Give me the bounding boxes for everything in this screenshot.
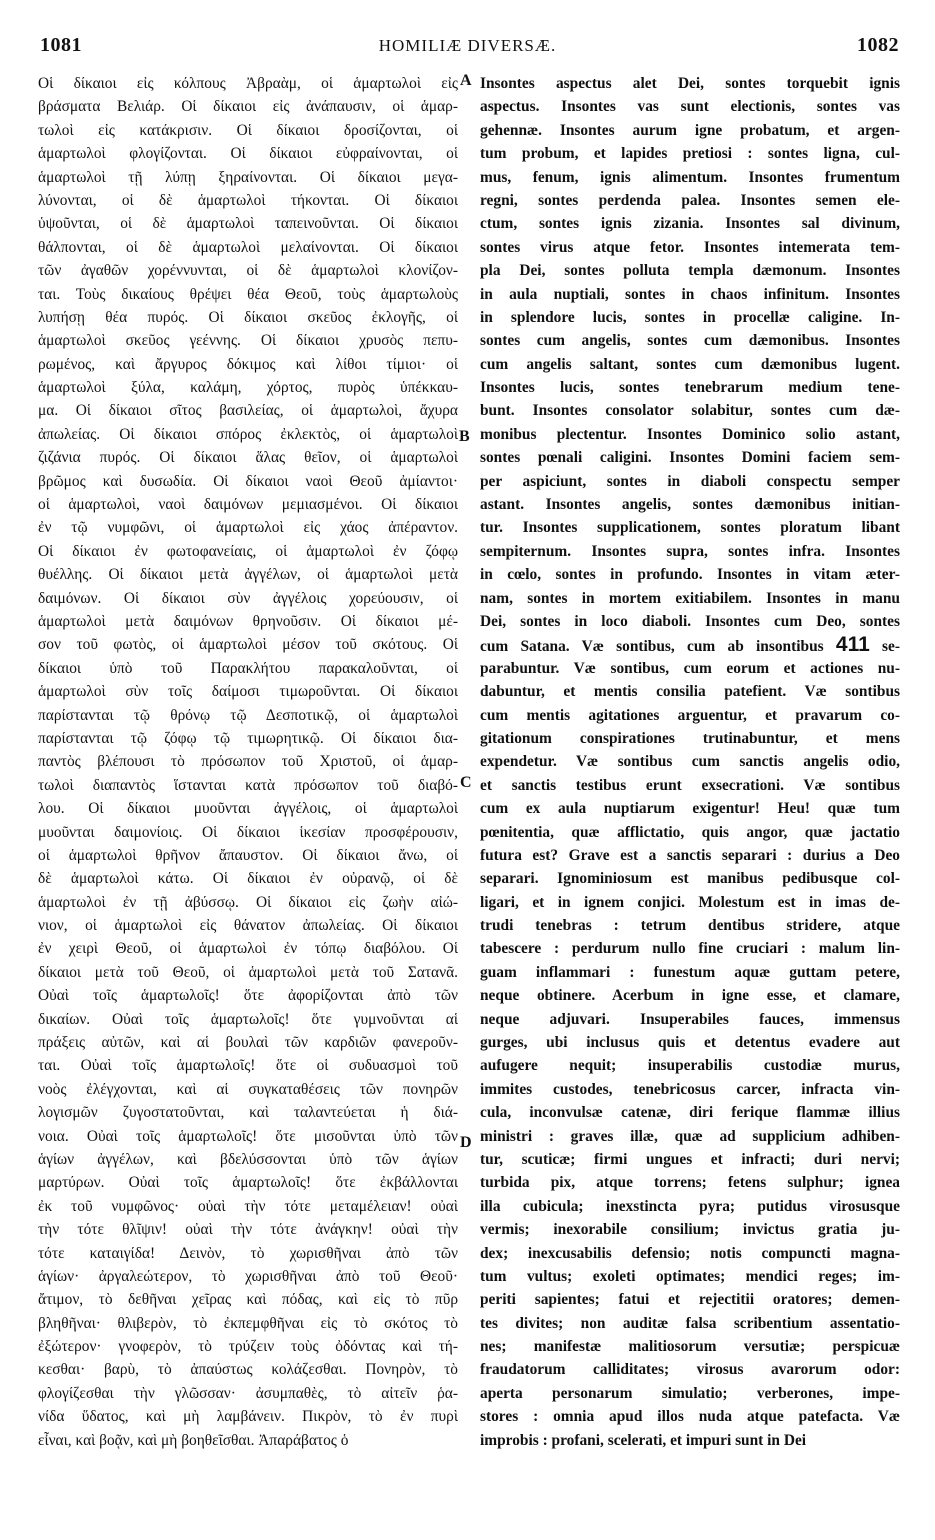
greek-text-line: σον τοῦ φωτὸς, οἱ ἁμαρτωλοὶ μέσον τοῦ σκότους. Οἱ [38,636,458,654]
latin-text-line: Insontes aspectus alet Dei, sontes torquebit ignis [480,75,900,92]
latin-text-line: trudi tenebras : tetrum dentibus stridere, atque [480,917,900,935]
greek-text-line: δίκαιοι μετὰ τοῦ Θεοῦ, οἱ ἁμαρτωλοὶ μετὰ τοῦ Σατανᾶ. [38,963,458,981]
latin-text-line: periti sapientes; fatui et rejectitii oratores; demen- [480,1291,900,1309]
greek-text-line: φλογίζεσθαι τὴν γλῶσσαν· ἀσυμπαθὲς, τὸ αἰτεῖν ῥα- [38,1384,458,1402]
latin-text-line: tum probum, et lapides pretiosi : sontes ligna, cul- [480,145,900,163]
greek-text-line: ἁμαρτωλοὶ τῇ λύπῃ ξηραίνονται. Οἱ δίκαιοι μεγα- [38,168,458,186]
latin-text-line: tur, scuticæ; firmi ungues et infracti; duri nervi; [480,1150,900,1168]
greek-text-line: Οἱ δίκαιοι εἰς κόλπους Ἀβραὰμ, οἱ ἁμαρτωλοὶ εἰς [38,75,458,92]
greek-text-line: μυοῦνται δαιμονίοις. Οἱ δίκαιοι ἱκεσίαν προσφέρουσιν, [38,823,458,841]
latin-text-line: immites custodes, tenebricosus carcer, infracta vin- [480,1080,900,1098]
running-title: HOMILIÆ DIVERSÆ. [378,36,557,55]
greek-text-line: εἶναι, καὶ βοᾷν, καὶ μὴ βοηθεῖσθαι. Ἀπαράβατος ὁ [38,1431,349,1449]
greek-text-line: δίκαιοι ὑπὸ τοῦ Παρακλήτου παρακαλοῦνται, οἱ [38,659,458,677]
latin-text-line: aufugere nequit; insuperabilis custodiæ murus, [480,1057,900,1075]
greek-text-line: ἁμαρτωλοὶ φλογίζονται. Οἱ δίκαιοι εὐφραίνονται, οἱ [38,145,458,163]
latin-text-line: aperta personarum simulatio; verberones, impe- [480,1384,900,1402]
latin-column [480,72,900,1452]
latin-text-line: nam, sontes in mortem exitiabilem. Insontes in manu [480,589,900,607]
latin-text-line: per aspiciunt, sontes in diaboli conspectu semper [480,472,900,490]
latin-text-line: parabuntur. Væ sontibus, cum eorum et actiones nu- [480,659,900,677]
greek-text-line: παρίστανται τῷ ζόφῳ τῷ τιμωρητικῷ. Οἱ δίκαιοι δια- [38,729,458,747]
greek-text-line: θάλπονται, οἱ δὲ ἁμαρτωλοὶ μελαίνονται. Οἱ δίκαιοι [38,238,458,256]
page-number-left: 1081 [40,34,82,56]
latin-text-line: cum angelis saltant, sontes cum dæmonibus lugent. [480,355,900,373]
greek-text-line: ρωμένος, καὶ ἄργυρος δόκιμος καὶ λίθοι τίμιοι· οἱ [38,355,458,373]
greek-text-line: βράσματα Βελιάρ. Οἱ δίκαιοι εἰς ἀνάπαυσιν, οἱ ἁμαρ- [38,98,458,116]
greek-text-line: βρῶμος καὶ δυσωδία. Οἱ δίκαιοι ναοὶ Θεοῦ ἀμίαντοι· [38,472,458,490]
latin-text-line: vermis; inexorabile consilium; invictus gratia ju- [480,1221,900,1239]
latin-text-line: dex; inexcusabilis defensio; notis compuncti magna- [480,1244,900,1262]
latin-text-line: turbida pix, atque torrens; fetens sulphur; ignea [480,1174,900,1192]
latin-text-line: neque adjuvari. Insuperabiles fauces, immensus [480,1010,900,1028]
greek-text-line: μα. Οἱ δίκαιοι σῖτος βασιλείας, οἱ ἁμαρτωλοὶ, ἄχυρα [38,402,458,420]
greek-text-line: τότε καταιγίδα! Δεινὸν, τὸ χωρισθῆναι ἀπὸ τῶν [38,1244,458,1262]
greek-text-line: οἱ ἁμαρτωλοὶ, ναοὶ δαιμόνων μεμιασμένοι. Οἱ δίκαιοι [38,496,458,514]
greek-text-line: ζιζάνια πυρός. Οἱ δίκαιοι ἅλας θεῖον, οἱ ἁμαρτωλοὶ [38,449,458,467]
latin-text-line: tabescere : perdurum nullo fine cruciari : malum lin- [480,940,900,958]
latin-text-line: in aula nuptiali, sontes in chaos infinitum. Insontes [480,285,900,303]
greek-text-line: Οὐαὶ τοῖς ἁμαρτωλοῖς! ὅτε ἀφορίζονται ἀπὸ τῶν [38,987,458,1005]
greek-text-line: νιον, οἱ ἁμαρτωλοὶ εἰς θάνατον ἀπωλείας. Οἱ δίκαιοι [38,917,458,935]
greek-text-line: δὲ ἁμαρτωλοὶ κάτω. Οἱ δίκαιοι ἐν οὐρανῷ, οἱ δὲ [38,870,458,888]
greek-text-line: δαιμόνων. Οἱ δίκαιοι σὺν ἀγγέλοις χορεύουσιν, οἱ [38,589,458,607]
latin-text-line: neque obtinere. Acerbum in igne esse, et clamare, [480,987,900,1005]
greek-text-line: οἱ ἁμαρτωλοὶ θρῆνον ἄπαυστον. Οἱ δίκαιοι ἄνω, οἱ [38,846,458,864]
greek-text-line: βληθῆναι· θλιβερὸν, τὸ ἐκπεμφθῆναι εἰς τὸ σκότος τὸ [38,1314,458,1332]
latin-text-line: in splendore lucis, sontes in procellæ caligine. In- [480,308,900,326]
latin-text-line: cum Satana. Væ sontibus, cum ab insontibus 411 se- [480,633,900,657]
latin-text-line: improbis : profani, scelerati, et impuri sunt in Dei [480,1431,807,1449]
greek-text-line: ἁμαρτωλοὶ σὺν τοῖς δαίμοσι τιμωροῦνται. Οἱ δίκαιοι [38,683,458,701]
latin-text-line: ligari, et in ignem conjici. Molestum est in imas de- [480,893,900,911]
greek-text-line: ται. Τοὺς δικαίους θρέψει θέα Θεοῦ, τοὺς ἁμαρτωλοὺς [38,285,458,303]
greek-text-line: ἁμαρτωλοὶ σκεῦος γεέννης. Οἱ δίκαιοι χρυσὸς πεπυ- [38,332,458,350]
latin-text-line: tum vultus; exoleti optimates; mendici reges; im- [480,1267,900,1285]
latin-text-line: guam inflammari : funestum aquæ guttam petere, [480,963,900,981]
greek-text-line: τωλοὶ διαπαντὸς ἵστανται κατὰ πρόσωπον τοῦ διαβό- [38,776,458,794]
greek-text-line: ἁμαρτωλοὶ ἐν τῇ ἀβύσσῳ. Οἱ δίκαιοι εἰς ζωὴν αἰώ- [38,893,458,911]
latin-text-line: gitationum conspirationes trutinabuntur, et mens [480,729,900,747]
latin-text-line: sempiternum. Insontes supra, sontes infra. Insontes [480,542,900,560]
margin-mark-a: A [460,72,472,89]
latin-text-line: aspectus. Insontes vas sunt electionis, sontes vas [480,98,900,116]
greek-text-line: λου. Οἱ δίκαιοι μυοῦνται ἀγγέλοις, οἱ ἁμαρτωλοὶ [38,800,458,818]
latin-text-line: gehennæ. Insontes aurum igne probatum, et argen- [480,121,900,139]
latin-text-line: expendetur. Væ sontibus cum sanctis angelis odio, [480,753,900,771]
latin-text-line: Insontes lucis, sontes tenebrarum medium tene- [480,379,900,397]
latin-text-line: fraudatorum calliditates; virosus avarorum odor: [480,1361,900,1379]
greek-text-line: λυπήσῃ θέα πυρός. Οἱ δίκαιοι σκεῦος ἐκλογῆς, οἱ [38,308,458,326]
latin-text-line: ministri : graves illæ, quæ ad supplicium adhiben- [480,1127,900,1145]
greek-text-line: ἐξώτερον· γνοφερὸν, τὸ τρύζειν τοὺς ὀδόντας καὶ τή- [38,1338,458,1356]
latin-text-line: separari. Ignominiosum est manibus pedibusque col- [480,870,900,888]
greek-text-line: ἐν τῷ νυμφῶνι, οἱ ἁμαρτωλοὶ εἰς χάος ἀπέραντον. [38,519,458,537]
greek-text-line: παντὸς βλέπουσι τὸ πρόσωπον τοῦ Χριστοῦ, οἱ ἁμαρ- [38,753,458,771]
latin-text-line: dabuntur, et mentis consilia patefient. Væ sontibus [480,683,900,701]
latin-text-line: sontes pœnali caligini. Insontes Domini faciem sem- [480,449,900,467]
latin-text-line: nes; manifestæ malitiosorum versutiæ; perspicuæ [480,1338,900,1356]
latin-text-line: bunt. Insontes consolator solabitur, sontes cum dæ- [480,402,900,420]
greek-text-line: ται. Οὐαὶ τοῖς ἁμαρτωλοῖς! ὅτε οἱ συδυασμοὶ τοῦ [38,1057,458,1075]
latin-text-line: regni, sontes perdenda palea. Insontes semen ele- [480,191,900,209]
greek-text-line: τωλοὶ εἰς κατάκρισιν. Οἱ δίκαιοι δροσίζονται, οἱ [38,121,458,139]
latin-text-line: astant. Insontes angelis, sontes dæmonibus initian- [480,496,900,514]
latin-text-line: gurges, ubi inclusus quis et detentus evadere aut [480,1034,900,1052]
margin-mark-d: D [460,1134,472,1151]
greek-text-line: ἄτιμον, τὸ δεθῆναι χεῖρας καὶ πόδας, καὶ εἰς τὸ πῦρ [38,1291,458,1309]
latin-text-line: futura est? Grave est a sanctis separari : durius a Deo [480,846,900,864]
greek-text-line: κεσθαι· βαρὺ, τὸ ἀπαύστως κολάζεσθαι. Πονηρὸν, τὸ [38,1361,458,1379]
latin-text-line: tes divites; non auditæ falsa scribentium assentatio- [480,1314,900,1332]
latin-text-line: sontes virus atque fetor. Insontes intemerata tem- [480,238,900,256]
page-reference: 411 [835,633,870,657]
latin-text-line: cula, inconvulsæ catenæ, diri ferique flammæ illius [480,1104,900,1122]
latin-text-line: cum ex aula nuptiarum exigentur! Heu! quæ tum [480,800,900,818]
greek-column [38,72,458,1452]
latin-text-line: Dei, sontes in loco diaboli. Insontes cum Deo, sontes [480,612,900,630]
greek-text-line: ἁγίων· ἀργαλεώτερον, τὸ χωρισθῆναι ἀπὸ τοῦ Θεοῦ· [38,1267,458,1285]
greek-text-line: ἀπωλείας. Οἱ δίκαιοι σπόρος ἐκλεκτὸς, οἱ ἁμαρτωλοὶ [38,425,458,443]
latin-text-line: ctum, sontes ignis zizania. Insontes sal divinum, [480,215,900,233]
greek-text-line: ὑψοῦνται, οἱ δὲ ἁμαρτωλοὶ ταπεινοῦνται. Οἱ δίκαιοι [38,215,458,233]
latin-text-line: monibus plectentur. Insontes Dominico solio astant, [480,425,900,443]
greek-text-line: νίδα ὕδατος, καὶ μὴ λαμβάνειν. Πικρὸν, τὸ ἐν πυρὶ [38,1408,458,1426]
latin-text-line: in cœlo, sontes in profundo. Insontes in vitam æter- [480,566,900,584]
latin-text-line: mus, fenum, ignis alimentum. Insontes frumentum [480,168,900,186]
latin-text-line: et sanctis testibus erunt exsecrationi. Væ sontibus [480,776,900,794]
greek-text-line: νοια. Οὐαὶ τοῖς ἁμαρτωλοῖς! ὅτε μισοῦνται ὑπὸ τῶν [38,1127,458,1145]
latin-text-line: pla Dei, sontes polluta templa dæmonum. Insontes [480,262,900,280]
greek-text-line: ἐκ τοῦ νυμφῶνος· οὐαὶ τὴν τότε μεταμέλειαν! οὐαὶ [38,1197,458,1215]
greek-text-line: νοὸς ἐλέγχονται, καὶ αἱ συγκαταθέσεις τῶν πονηρῶν [38,1080,458,1098]
greek-text-line: ἐν χειρὶ Θεοῦ, οἱ ἁμαρτωλοὶ ἐν τόπῳ διαβόλου. Οἱ [38,940,458,958]
greek-text-line: λογισμῶν ζυγοστατοῦνται, καὶ ταλαντεύεται ἡ διά- [38,1104,458,1122]
margin-mark-c: C [460,774,472,791]
margin-mark-b: B [459,428,470,445]
latin-text-line: illa cubicula; inexstincta pyra; putidus virosusque [480,1197,900,1215]
greek-text-line: τῶν ἀγαθῶν χορέννυνται, οἱ δὲ ἁμαρτωλοὶ κλονίζον- [38,262,458,280]
greek-text-line: τὴν τότε θλῖψιν! οὐαὶ τὴν τότε ἀνάγκην! οὐαὶ τὴν [38,1221,458,1239]
greek-text-line: λύνονται, οἱ δὲ ἁμαρτωλοὶ τήκονται. Οἱ δίκαιοι [38,191,458,209]
greek-text-line: δικαίων. Οὐαὶ τοῖς ἁμαρτωλοῖς! ὅτε γυμνοῦνται αἱ [38,1010,458,1028]
greek-text-line: μαρτύρων. Οὐαὶ τοῖς ἁμαρτωλοῖς! ὅτε ἐκβάλλονται [38,1174,458,1192]
greek-text-line: Οἱ δίκαιοι ἐν φωτοφανείαις, οἱ ἁμαρτωλοὶ ἐν ζόφῳ [38,542,458,560]
greek-text-line: ἁγίων ἀγγέλων, καὶ βδελύσσονται ὑπὸ τῶν ἁγίων [38,1150,458,1168]
greek-text-line: πράξεις αὐτῶν, καὶ αἱ βουλαὶ τῶν καρδιῶν φανεροῦν- [38,1034,458,1052]
latin-text-line: tur. Insontes supplicationem, sontes ploratum libant [480,519,900,537]
greek-text-line: ἁμαρτωλοὶ ξύλα, καλάμη, χόρτος, πυρὸς ὑπέκκαυ- [38,379,458,397]
greek-text-line: παρίστανται τῷ θρόνῳ τῷ Δεσποτικῷ, οἱ ἁμαρτωλοὶ [38,706,458,724]
greek-text-line: θυέλλης. Οἱ δίκαιοι μετὰ ἀγγέλων, οἱ ἁμαρτωλοὶ μετὰ [38,566,458,584]
page-number-right: 1082 [857,34,899,56]
latin-text-line: pœnitentia, quæ afflictatio, quis angor, quæ jactatio [480,823,900,841]
latin-text-line: sontes cum angelis, sontes cum dæmonibus. Insontes [480,332,900,350]
greek-text-line: ἁμαρτωλοὶ μετὰ δαιμόνων θρηνοῦσιν. Οἱ δίκαιοι μέ- [38,612,458,630]
latin-text-line: stores : omnia apud illos nuda atque patefacta. Væ [480,1408,900,1426]
latin-text-line: cum mentis agitationes arguentur, et pravarum co- [480,706,900,724]
